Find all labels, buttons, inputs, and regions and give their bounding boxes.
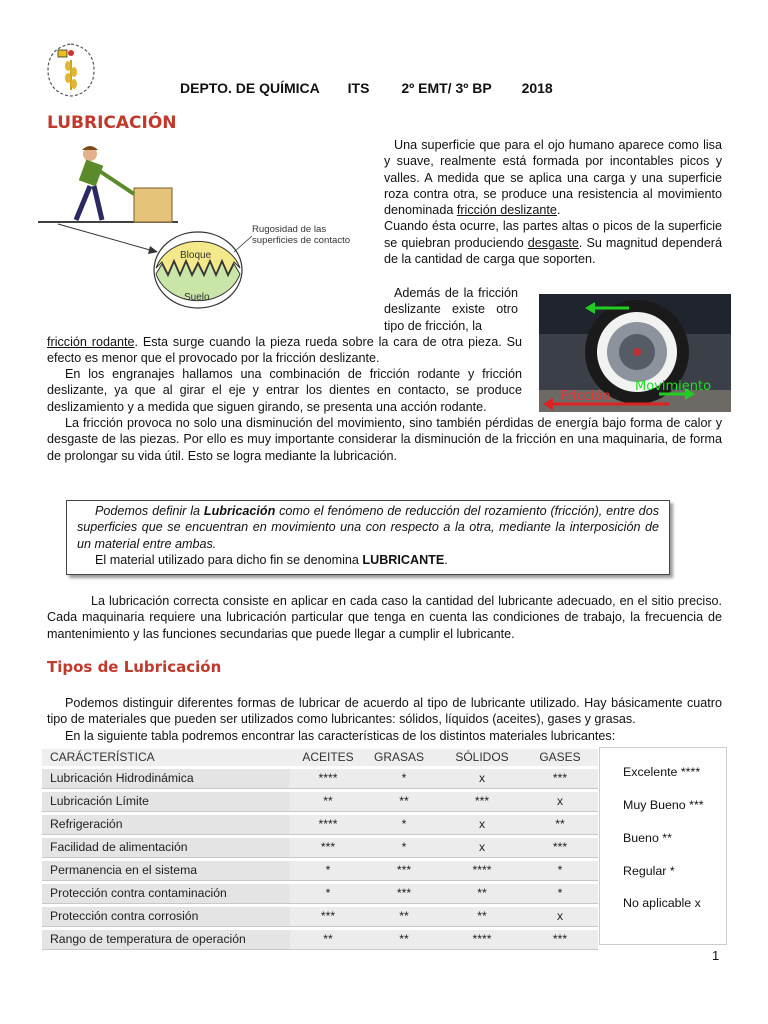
table-cell: * — [366, 769, 442, 789]
p2-text: Cuando ésta ocurre, las partes altas o picos de la superficie se quiebran produciendo — [384, 219, 722, 250]
table-row — [42, 907, 598, 927]
paragraph-intro — [384, 137, 722, 267]
table-header: ACEITES — [290, 749, 366, 766]
paragraph-rolling-end — [47, 334, 522, 367]
school-logo — [44, 40, 98, 100]
diagram-label-block: Bloque — [180, 250, 212, 261]
table-cell: * — [290, 861, 366, 881]
table-cell: *** — [290, 907, 366, 927]
table-cell: *** — [366, 861, 442, 881]
p1-text: Una superficie que para el ojo humano aparece como lisa y suave, realmente está formada por incontables picos y valles. A medida que se aplica una carga y una superficie roza contra otra, se produce una resistencia al movimiento denominada — [384, 138, 722, 218]
p3-term: fricción rodante — [47, 335, 135, 349]
page-title: LUBRICACIÓN — [47, 113, 177, 133]
wheel-label-motion: Movimiento — [635, 379, 712, 394]
table-row — [42, 815, 598, 835]
table-header: CARÁCTERÍSTICA — [42, 749, 290, 766]
page-header — [180, 80, 553, 96]
friction-diagram — [38, 142, 370, 318]
p7-text: Podemos distinguir diferentes formas de lubricar de acuerdo al tipo de lubricante utilizado. Hay básicamente cuatro tipo de materiales que pueden ser utilizados como lubricantes: sólidos, líquidos (aceites), gases y grasas. — [47, 696, 722, 727]
section-title-types: Tipos de Lubricación — [47, 658, 222, 676]
definition-text: Podemos definir la — [95, 504, 204, 518]
table-cell: Refrigeración — [42, 815, 290, 835]
table-row — [42, 792, 598, 812]
table-cell: Lubricación Hidrodinámica — [42, 769, 290, 789]
table-header: GRASAS — [366, 749, 442, 766]
wheel-photo — [539, 294, 731, 412]
wheel-label-friction: Fricción — [561, 389, 611, 404]
legend-item-excellent: Excelente **** — [623, 765, 701, 779]
table-cell: * — [522, 884, 598, 904]
lubricant-text: El material utilizado para dicho fin se denomina — [95, 552, 363, 567]
p5-text: La fricción provoca no solo una disminución del movimiento, sino también pérdidas de energía bajo forma de calor y desgaste de las piezas. Por ello es muy importante considerar la disminución de la fricción en una maquinaria, de forma de prolongar su vida útil. Esto se logra mediante la lubricación. — [47, 416, 722, 463]
table-row — [42, 769, 598, 789]
header-institution: ITS — [347, 80, 370, 96]
p3-text: Además de la fricción deslizante existe otro tipo de fricción, la — [384, 286, 518, 333]
p2-term: desgaste — [527, 235, 579, 250]
lubricant-term: LUBRICANTE — [362, 552, 445, 567]
p2-end: . Su magnitud dependerá de la cantidad de carga que soporten. — [384, 235, 723, 267]
table-cell: Permanencia en el sistema — [42, 861, 290, 881]
table-cell: x — [442, 838, 522, 858]
table-header: SÓLIDOS — [442, 749, 522, 766]
table-header: GASES — [522, 749, 598, 766]
diagram-label-roughness: Rugosidad de las superficies de contacto — [252, 224, 351, 246]
table-cell: ** — [442, 907, 522, 927]
table-cell: ** — [290, 792, 366, 812]
legend-item-not-applicable: No aplicable x — [623, 896, 701, 910]
definition-term: Lubricación — [203, 504, 276, 518]
page-number: 1 — [712, 948, 720, 963]
table-cell: * — [366, 838, 442, 858]
table-header-row — [42, 749, 598, 766]
table-cell: **** — [442, 930, 522, 950]
table-cell: * — [366, 815, 442, 835]
paragraph-rolling-start — [384, 285, 518, 334]
legend-item-regular: Regular * — [623, 864, 675, 878]
table-cell: Rango de temperatura de operación — [42, 930, 290, 950]
paragraph-correct-lubrication — [47, 593, 722, 642]
p1-term: fricción deslizante — [456, 203, 557, 218]
lubricant-end: . — [444, 552, 448, 567]
table-cell: Lubricación Límite — [42, 792, 290, 812]
table-cell: *** — [522, 930, 598, 950]
header-course: 2º EMT/ 3º BP — [401, 80, 492, 96]
definition-text-end: como el fenómeno de reducción del rozamiento (fricción), entre dos superficies que se encuentran en movimiento una con respecto a la otra, mediante la interposición de un material entre ambas. — [77, 504, 659, 551]
table-row — [42, 884, 598, 904]
table-cell: *** — [442, 792, 522, 812]
table-cell: *** — [366, 884, 442, 904]
table-row — [42, 930, 598, 950]
diagram-label-floor: Suelo — [184, 292, 210, 303]
table-cell: ** — [290, 930, 366, 950]
table-cell: x — [522, 792, 598, 812]
table-cell: **** — [290, 769, 366, 789]
paragraph-types — [47, 695, 722, 744]
table-cell: x — [442, 815, 522, 835]
table-cell: **** — [290, 815, 366, 835]
table-cell: Protección contra corrosión — [42, 907, 290, 927]
p4-text: En los engranajes hallamos una combinación de fricción rodante y fricción deslizante, ya que al girar el eje y entrar los dientes en contacto, se produce deslizamiento y a medida que siguen girando, se presenta una acción rodante. — [47, 367, 522, 414]
p3-end: . Esta surge cuando la pieza rueda sobre la cara de otra pieza. Su efecto es menor que el provocado por la fricción deslizante. — [47, 335, 522, 366]
p1-end: . — [556, 203, 561, 218]
legend-item-good: Bueno ** — [623, 831, 672, 845]
table-cell: x — [442, 769, 522, 789]
table-cell: ** — [366, 907, 442, 927]
table-cell: * — [522, 861, 598, 881]
p6-text: La lubricación correcta consiste en aplicar en cada caso la cantidad del lubricante adecuado, en el sitio preciso. Cada maquinaria requiere una lubricación particular que tenga en cuenta las condiciones de trabajo, la frecuencia de mantenimiento y las funciones secundarias que puede llegar a cumplir el lubricante. — [47, 594, 722, 641]
header-dept: DEPTO. DE QUÍMICA — [180, 80, 320, 96]
header-year: 2018 — [521, 80, 553, 96]
table-cell: Protección contra contaminación — [42, 884, 290, 904]
definition-box — [66, 500, 670, 575]
table-cell: x — [522, 907, 598, 927]
table-cell: ** — [366, 930, 442, 950]
table-row — [42, 861, 598, 881]
legend-item-very-good: Muy Bueno *** — [623, 798, 704, 812]
table-cell: Facilidad de alimentación — [42, 838, 290, 858]
p8-text: En la siguiente tabla podremos encontrar las características de los distintos materiales lubricantes: — [65, 728, 616, 743]
table-cell: ** — [366, 792, 442, 812]
paragraph-energy — [47, 415, 722, 464]
table-cell: **** — [442, 861, 522, 881]
table-cell: * — [290, 884, 366, 904]
table-cell: *** — [522, 838, 598, 858]
table-cell: ** — [442, 884, 522, 904]
table-row — [42, 838, 598, 858]
paragraph-gears — [47, 366, 522, 415]
table-cell: *** — [522, 769, 598, 789]
lubricants-table — [42, 746, 598, 953]
table-cell: ** — [522, 815, 598, 835]
table-cell: *** — [290, 838, 366, 858]
